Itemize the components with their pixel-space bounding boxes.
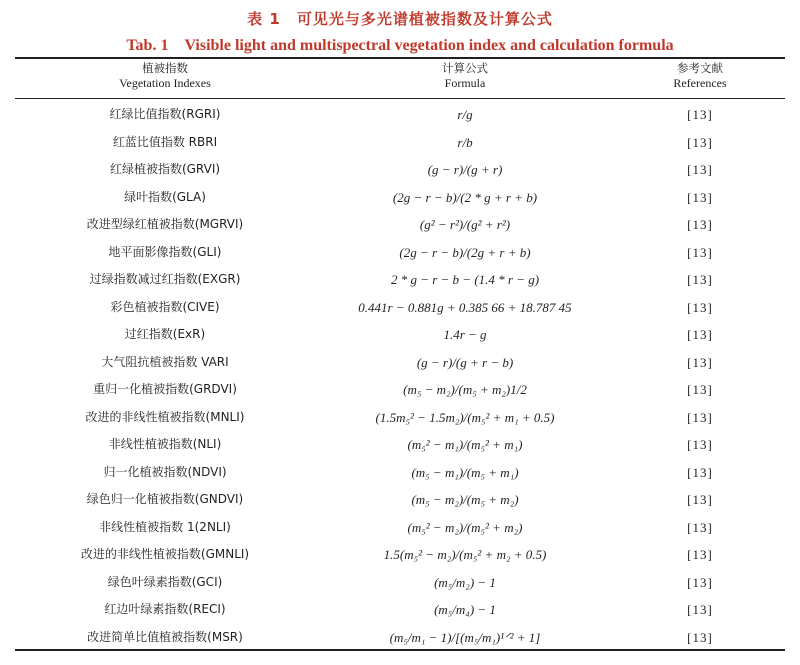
table-row — [15, 101, 785, 129]
index-reference: [13] — [687, 162, 713, 177]
index-formula: (m₅/m₄) − 1 — [434, 602, 496, 617]
index-reference: [13] — [687, 437, 713, 452]
index-reference: [13] — [687, 492, 713, 507]
table-row — [15, 129, 785, 157]
table-row — [15, 596, 785, 624]
index-formula: (m₅/m₁ − 1)/[(m₅/m₁)¹ᐟ² + 1] — [389, 629, 541, 645]
index-name: 重归一化植被指数(GRDVI) — [93, 382, 237, 396]
index-formula: (g − r)/(g + r − b) — [416, 354, 514, 370]
table-row — [15, 349, 785, 377]
index-name: 改进的非线性植被指数(MNLI) — [85, 409, 245, 424]
index-formula: r/g — [457, 107, 473, 122]
index-formula: (m₅/m₂) − 1 — [434, 574, 496, 590]
index-name: 过红指数(ExR) — [124, 327, 206, 341]
table-title-english: Tab. 1 Visible light and multispectral vegetation index and calculation formula — [126, 37, 674, 54]
header-index-cn: 植被指数 — [142, 61, 188, 75]
table-row — [15, 294, 785, 322]
table-row — [15, 376, 785, 404]
index-formula: 0.441r − 0.881g + 0.385 66 + 18.787 45 — [358, 299, 572, 315]
table-row — [15, 459, 785, 487]
index-reference: [13] — [687, 354, 713, 370]
index-formula: 1.5(m₅² − m₂)/(m₅² + m₂ + 0.5) — [383, 547, 547, 562]
index-formula: (m₅ − m₁)/(m₅ + m₁) — [411, 464, 519, 480]
index-name: 彩色植被指数(CIVE) — [110, 299, 220, 314]
index-reference: [13] — [687, 382, 713, 397]
index-name: 红边叶绿素指数(RECI) — [104, 602, 226, 616]
top-rule — [15, 57, 785, 59]
table-row — [15, 486, 785, 514]
index-formula: (m₅² − m₁)/(m₅² + m₁) — [407, 437, 523, 452]
table-row — [15, 184, 785, 212]
header-references — [615, 61, 785, 91]
index-reference: [13] — [687, 629, 713, 645]
index-name: 改进型绿红植被指数(MGRVI) — [86, 217, 244, 231]
header-index-en: Vegetation Indexes — [119, 76, 211, 90]
index-name: 红绿比值指数(RGRI) — [109, 107, 221, 121]
index-formula: 2 * g − r − b − (1.4 * r − g) — [390, 272, 540, 287]
index-formula: (g − r)/(g + r) — [427, 162, 503, 177]
index-name: 归一化植被指数(NDVI) — [103, 464, 227, 479]
header-rule — [15, 98, 785, 99]
index-reference: [13] — [687, 547, 713, 562]
index-formula: (2g − r − b)/(2g + r + b) — [399, 244, 531, 260]
index-formula: (m₅ − m₂)/(m₅ + m₂) — [411, 492, 519, 507]
table-row — [15, 156, 785, 184]
index-formula: r/b — [457, 134, 473, 150]
table-header — [15, 61, 785, 97]
table-body — [15, 101, 785, 651]
index-formula: (m₅² − m₂)/(m₅² + m₂) — [407, 519, 523, 535]
index-formula: (m₅ − m₂)/(m₅ + m₂)1/2 — [403, 382, 527, 397]
bottom-rule — [15, 649, 785, 651]
index-formula: (g² − r²)/(g² + r²) — [419, 217, 511, 232]
index-reference: [13] — [687, 519, 713, 535]
table-row — [15, 514, 785, 542]
index-reference: [13] — [687, 602, 713, 617]
index-name: 红绿植被指数(GRVI) — [109, 162, 221, 176]
table-row — [15, 431, 785, 459]
index-name: 红蓝比值指数 RBRI — [112, 134, 218, 149]
index-name: 地平面影像指数(GLI) — [108, 244, 222, 259]
index-formula: 1.4r − g — [443, 327, 487, 342]
index-name: 大气阻抗植被指数 VARI — [101, 354, 229, 369]
table-row — [15, 321, 785, 349]
table-row — [15, 541, 785, 569]
index-reference: [13] — [687, 409, 713, 425]
header-ref-cn: 参考文献 — [677, 61, 723, 75]
index-name: 非线性植被指数 1(2NLI) — [99, 519, 231, 534]
table-row — [15, 239, 785, 267]
table-title-chinese: 表 1 可见光与多光谱植被指数及计算公式 — [247, 10, 553, 28]
index-reference: [13] — [687, 464, 713, 480]
index-reference: [13] — [687, 189, 713, 205]
index-reference: [13] — [687, 299, 713, 315]
header-formula-cn: 计算公式 — [442, 61, 488, 75]
index-name: 改进的非线性植被指数(GMNLI) — [80, 547, 250, 561]
table-row — [15, 266, 785, 294]
index-name: 非线性植被指数(NLI) — [108, 437, 222, 451]
index-formula: (2g − r − b)/(2 * g + r + b) — [392, 189, 538, 205]
index-name: 绿色叶绿素指数(GCI) — [107, 574, 223, 589]
index-name: 绿色归一化植被指数(GNDVI) — [86, 492, 244, 506]
header-ref-en: References — [673, 76, 727, 90]
header-formula — [315, 61, 615, 91]
index-name: 绿叶指数(GLA) — [124, 189, 206, 204]
index-name: 过绿指数减过红指数(EXGR) — [89, 272, 241, 286]
header-vegetation-index — [15, 61, 315, 91]
index-reference: [13] — [687, 244, 713, 260]
index-reference: [13] — [687, 327, 713, 342]
index-reference: [13] — [687, 134, 713, 150]
header-formula-en: Formula — [444, 76, 486, 90]
index-reference: [13] — [687, 574, 713, 590]
table-row — [15, 211, 785, 239]
index-name: 改进简单比值植被指数(MSR) — [87, 629, 243, 644]
index-reference: [13] — [687, 107, 713, 122]
table-row — [15, 404, 785, 432]
table-row — [15, 569, 785, 597]
index-formula: (1.5m₅² − 1.5m₂)/(m₅² + m₁ + 0.5) — [375, 409, 555, 425]
index-reference: [13] — [687, 272, 713, 287]
index-reference: [13] — [687, 217, 713, 232]
table-row — [15, 624, 785, 652]
